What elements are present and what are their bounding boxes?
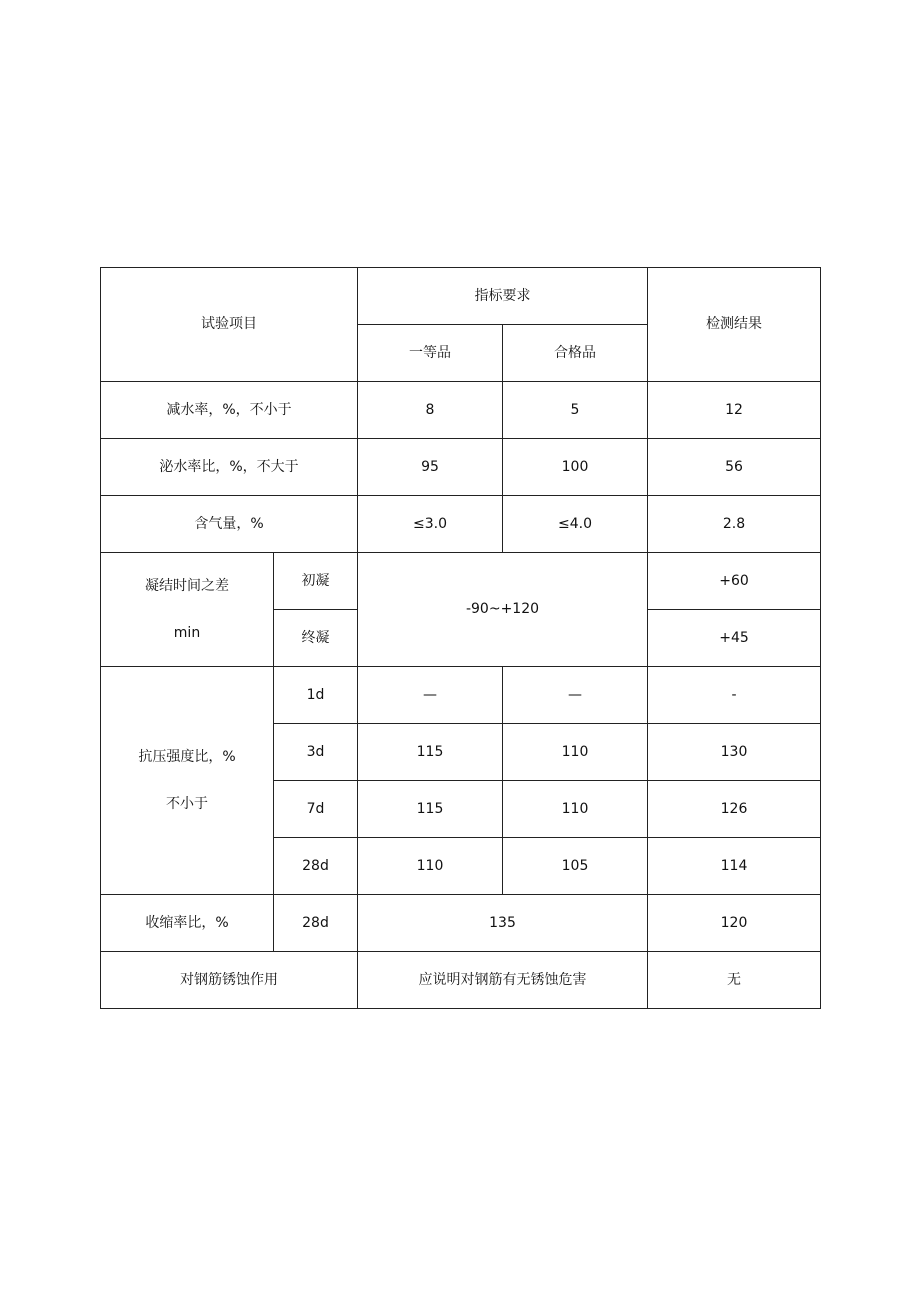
table-row-water-reduction — [101, 382, 821, 439]
table-row-shrinkage — [101, 895, 821, 952]
table-row-compressive-1d — [101, 667, 821, 724]
compressive-result: 114 — [648, 838, 821, 895]
air-content-label: 含气量，% — [101, 496, 358, 553]
header-grade-first-cell — [358, 325, 503, 382]
setting-time-requirement: -90~+120 — [358, 553, 648, 667]
compressive-qualified: 105 — [503, 838, 648, 895]
spec-table — [100, 267, 821, 1009]
compressive-first: — — [358, 667, 503, 724]
header-grade-qualified-cell — [503, 325, 648, 382]
compressive-age: 28d — [274, 838, 358, 895]
header-item-cell — [101, 268, 358, 382]
compressive-qualified: — — [503, 667, 648, 724]
air-content-qualified: ≤4.0 — [503, 496, 648, 553]
compressive-result: - — [648, 667, 821, 724]
header-grade-qualified: 合格品 — [554, 344, 596, 361]
compressive-first: 115 — [358, 724, 503, 781]
water-reduction-first: 8 — [358, 382, 503, 439]
bleeding-label: 泌水率比，%，不大于 — [101, 439, 358, 496]
table-row-bleeding — [101, 439, 821, 496]
corrosion-result: 无 — [648, 952, 821, 1009]
compressive-label-line1: 抗压强度比，% — [138, 749, 236, 766]
header-row — [101, 268, 821, 325]
setting-initial-label: 初凝 — [274, 553, 358, 610]
shrinkage-result: 120 — [648, 895, 821, 952]
header-requirement: 指标要求 — [474, 287, 531, 304]
bleeding-qualified: 100 — [503, 439, 648, 496]
compressive-first: 115 — [358, 781, 503, 838]
compressive-age: 7d — [274, 781, 358, 838]
compressive-qualified: 110 — [503, 781, 648, 838]
compressive-label — [101, 667, 274, 895]
table-row-corrosion — [101, 952, 821, 1009]
corrosion-label: 对钢筋锈蚀作用 — [101, 952, 358, 1009]
corrosion-requirement: 应说明对钢筋有无锈蚀危害 — [358, 952, 648, 1009]
compressive-label-line2: 不小于 — [166, 795, 208, 812]
shrinkage-age: 28d — [274, 895, 358, 952]
header-result: 检测结果 — [706, 316, 762, 333]
water-reduction-qualified: 5 — [503, 382, 648, 439]
compressive-age: 1d — [274, 667, 358, 724]
compressive-result: 126 — [648, 781, 821, 838]
bleeding-first: 95 — [358, 439, 503, 496]
setting-time-label-line2: min — [173, 624, 201, 641]
water-reduction-label: 减水率，%，不小于 — [101, 382, 358, 439]
bleeding-result: 56 — [648, 439, 821, 496]
setting-final-label: 终凝 — [274, 610, 358, 667]
compressive-result: 130 — [648, 724, 821, 781]
setting-initial-result: +60 — [648, 553, 821, 610]
air-content-result: 2.8 — [648, 496, 821, 553]
compressive-first: 110 — [358, 838, 503, 895]
shrinkage-label: 收缩率比，% — [101, 895, 274, 952]
setting-time-label-line1: 凝结时间之差 — [145, 578, 229, 595]
header-item: 试验项目 — [201, 316, 257, 333]
setting-time-label — [101, 553, 274, 667]
compressive-qualified: 110 — [503, 724, 648, 781]
shrinkage-requirement: 135 — [358, 895, 648, 952]
air-content-first: ≤3.0 — [358, 496, 503, 553]
header-requirement-cell — [358, 268, 648, 325]
table-row-air-content — [101, 496, 821, 553]
setting-final-result: +45 — [648, 610, 821, 667]
compressive-age: 3d — [274, 724, 358, 781]
table-row-setting-initial — [101, 553, 821, 610]
header-grade-first: 一等品 — [409, 344, 451, 361]
water-reduction-result: 12 — [648, 382, 821, 439]
header-result-cell — [648, 268, 821, 382]
